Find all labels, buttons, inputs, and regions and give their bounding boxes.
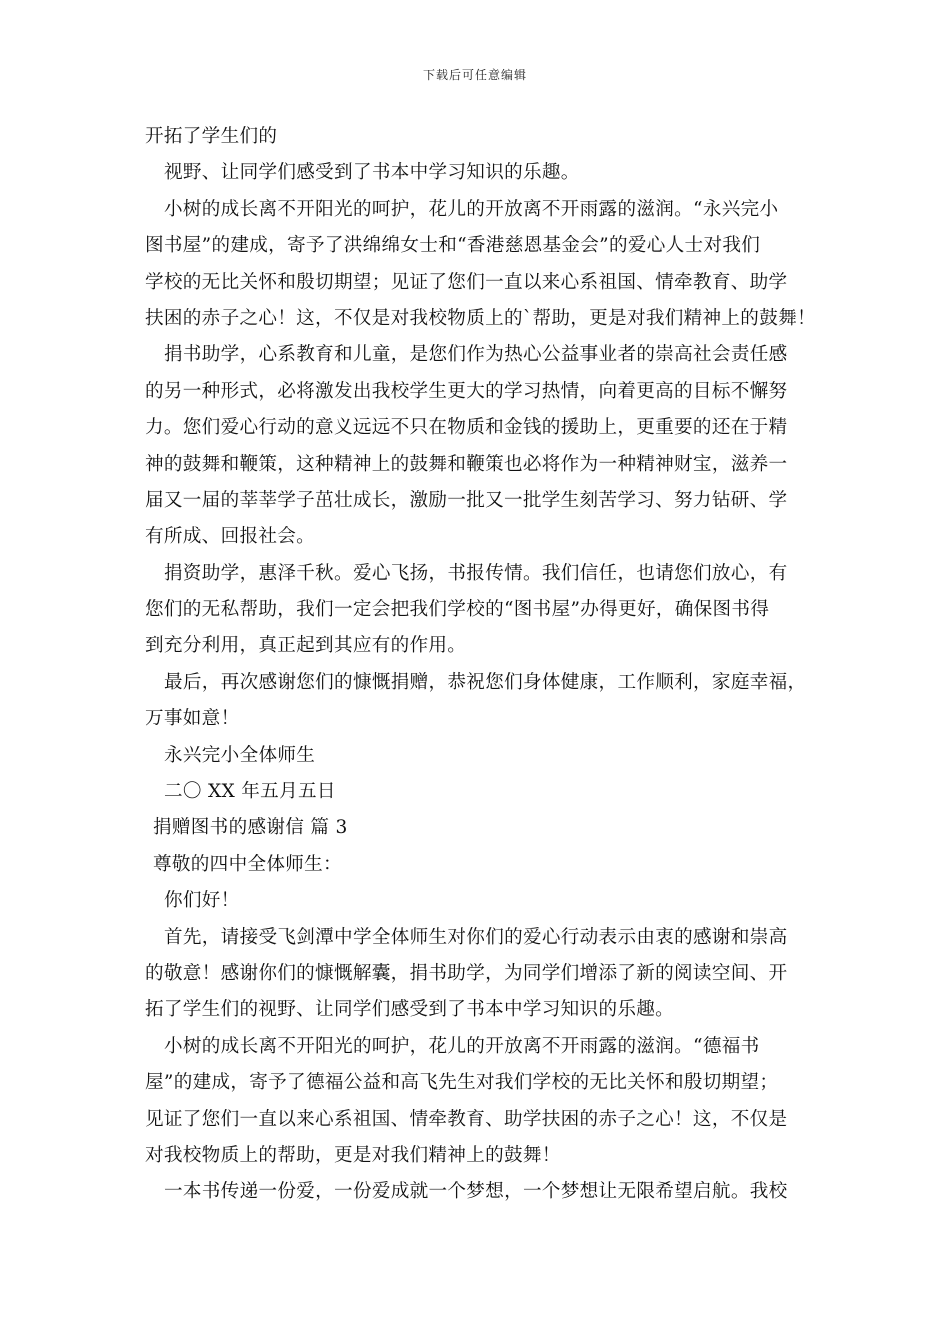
text-line: 屋”的建成，寄予了德福公益和高飞先生对我们学校的无比关怀和殷切期望； <box>145 1072 779 1094</box>
text-line: 力。您们爱心行动的意义远远不只在物质和金钱的援助上，更重要的还在于精 <box>145 417 788 439</box>
text-line: 的另一种形式，必将激发出我校学生更大的学习热情，向着更高的目标不懈努 <box>145 380 788 402</box>
header-note: 下载后可任意编辑 <box>422 68 527 82</box>
salutation: 尊敬的四中全体师生： <box>153 853 342 875</box>
text-line: 万事如意！ <box>145 708 240 730</box>
text-line: 图书屋”的建成，寄予了洪绵绵女士和“香港慈恩基金会”的爱心人士对我们 <box>145 235 761 257</box>
text-line: 捐资助学，惠泽千秋。爱心飞扬，书报传情。我们信任，也请您们放心，有 <box>164 562 788 584</box>
text-line: 见证了您们一直以来心系祖国、情牵教育、助学扶困的赤子之心！这，不仅是 <box>145 1108 788 1130</box>
text-line: 捐书助学，心系教育和儿童，是您们作为热心公益事业者的崇高社会责任感 <box>164 344 788 366</box>
text-line: 拓了学生们的视野、让同学们感受到了书本中学习知识的乐趣。 <box>145 999 675 1021</box>
text-line: 对我校物质上的帮助，更是对我们精神上的鼓舞！ <box>145 1144 561 1166</box>
text-line: 的敬意！感谢你们的慷慨解囊，捐书助学，为同学们增添了新的阅读空间、开 <box>145 962 788 984</box>
document-body <box>145 126 815 1218</box>
text-line: 开拓了学生们的 <box>145 126 278 147</box>
date-line: 二〇 XX 年五月五日 <box>164 781 336 803</box>
text-line: 最后，再次感谢您们的慷慨捐赠，恭祝您们身体健康，工作顺利，家庭幸福， <box>164 671 807 693</box>
text-line: 神的鼓舞和鞭策，这种精神上的鼓舞和鞭策也必将作为一种精神财宝，滋养一 <box>145 453 788 475</box>
text-line: 有所成、回报社会。 <box>145 526 316 548</box>
text-line: 届又一届的莘莘学子茁壮成长，激励一批又一批学生刻苦学习、努力钻研、学 <box>145 489 788 511</box>
greeting: 你们好！ <box>164 890 240 912</box>
text-line: 学校的无比关怀和殷切期望；见证了您们一直以来心系祖国、情牵教育、助学 <box>145 271 788 293</box>
text-line: 到充分利用，真正起到其应有的作用。 <box>145 635 467 657</box>
text-line: 小树的成长离不开阳光的呵护，花儿的开放离不开雨露的滋润。“永兴完小 <box>164 198 779 220</box>
section-title: 捐赠图书的感谢信 篇 3 <box>153 817 348 839</box>
text-line: 视野、让同学们感受到了书本中学习知识的乐趣。 <box>164 162 580 184</box>
text-line: 您们的无私帮助，我们一定会把我们学校的“图书屋”办得更好，确保图书得 <box>145 599 770 621</box>
signature-line: 永兴完小全体师生 <box>164 744 316 766</box>
text-line: 一本书传递一份爱，一份爱成就一个梦想，一个梦想让无限希望启航。我校 <box>164 1181 788 1203</box>
text-line: 小树的成长离不开阳光的呵护，花儿的开放离不开雨露的滋润。“德福书 <box>164 1035 760 1057</box>
text-line: 扶困的赤子之心！这，不仅是对我校物质上的`帮助，更是对我们精神上的鼓舞！ <box>145 307 816 329</box>
text-line: 首先，请接受飞剑潭中学全体师生对你们的爱心行动表示由衷的感谢和崇高 <box>164 926 788 948</box>
